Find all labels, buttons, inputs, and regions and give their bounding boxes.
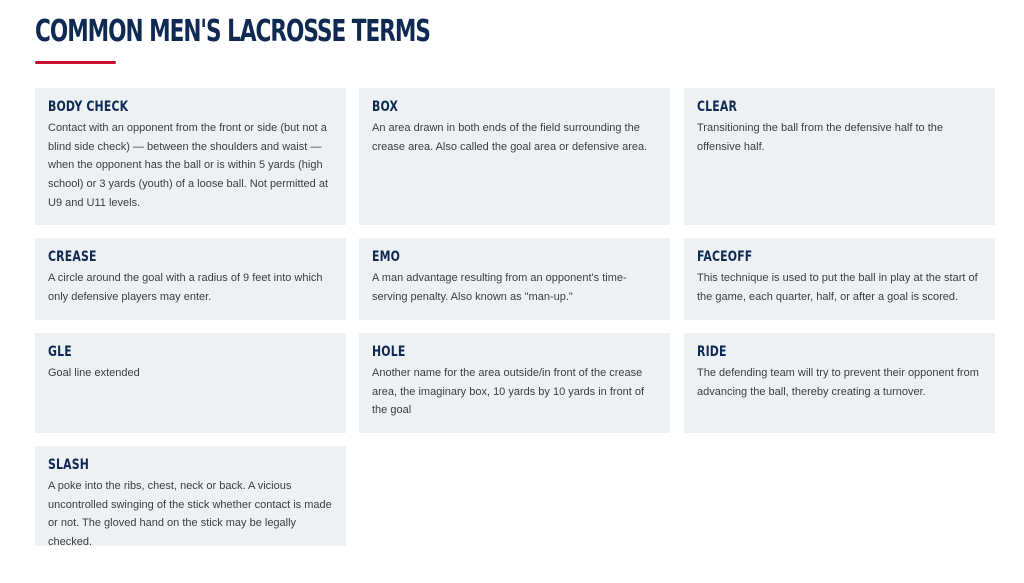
- term-title: GLE: [48, 344, 72, 360]
- term-card-emo: [359, 238, 670, 320]
- term-title: FACEOFF: [697, 249, 753, 265]
- term-definition: Transitioning the ball from the defensive half to the offensive half.: [697, 122, 944, 153]
- term-card-box: [359, 88, 670, 225]
- term-card-gle: [35, 333, 346, 433]
- term-title: CREASE: [48, 249, 97, 265]
- term-definition: Contact with an opponent from the front or side (but not a blind side check) — between the shoulders and waist — when the opponent has the ball or is within 5 yards (high school) or 3 yards (youth) of a loose ball. Not permitted at U9 and U11 levels.: [48, 122, 329, 209]
- page-title: COMMON MEN'S LACROSSE TERMS: [35, 14, 430, 49]
- term-definition: Goal line extended: [48, 367, 140, 379]
- term-title: CLEAR: [697, 99, 738, 115]
- term-definition: Another name for the area outside/in front of the crease area, the imaginary box, 10 yards by 10 yards in front of the goal: [372, 367, 645, 417]
- term-card-ride: [684, 333, 995, 433]
- title-underline: [35, 61, 116, 64]
- term-title: EMO: [372, 249, 401, 265]
- term-definition: An area drawn in both ends of the field surrounding the crease area. Also called the goal area or defensive area.: [372, 122, 648, 153]
- term-card-slash: [35, 446, 346, 549]
- term-card-faceoff: [684, 238, 995, 320]
- term-card-clear: [684, 88, 995, 225]
- term-card-hole: [359, 333, 670, 433]
- term-definition: The defending team will try to prevent their opponent from advancing the ball, thereby creating a turnover.: [697, 367, 979, 398]
- term-title: BOX: [372, 99, 399, 115]
- term-definition: This technique is used to put the ball in play at the start of the game, each quarter, half, or after a goal is scored.: [697, 272, 978, 303]
- term-definition: A man advantage resulting from an opponent's time-serving penalty. Also known as "man-up.": [372, 272, 627, 303]
- term-title: BODY CHECK: [48, 99, 129, 115]
- term-title: RIDE: [697, 344, 727, 360]
- term-title: HOLE: [372, 344, 406, 360]
- term-definition: A circle around the goal with a radius of 9 feet into which only defensive players may enter.: [48, 272, 323, 303]
- term-definition: A poke into the ribs, chest, neck or back. A vicious uncontrolled swinging of the stick whether contact is made or not. The gloved hand on the stick may be legally checked.: [48, 480, 332, 549]
- term-card-body-check: [35, 88, 346, 225]
- term-title: SLASH: [48, 457, 90, 473]
- term-card-crease: [35, 238, 346, 320]
